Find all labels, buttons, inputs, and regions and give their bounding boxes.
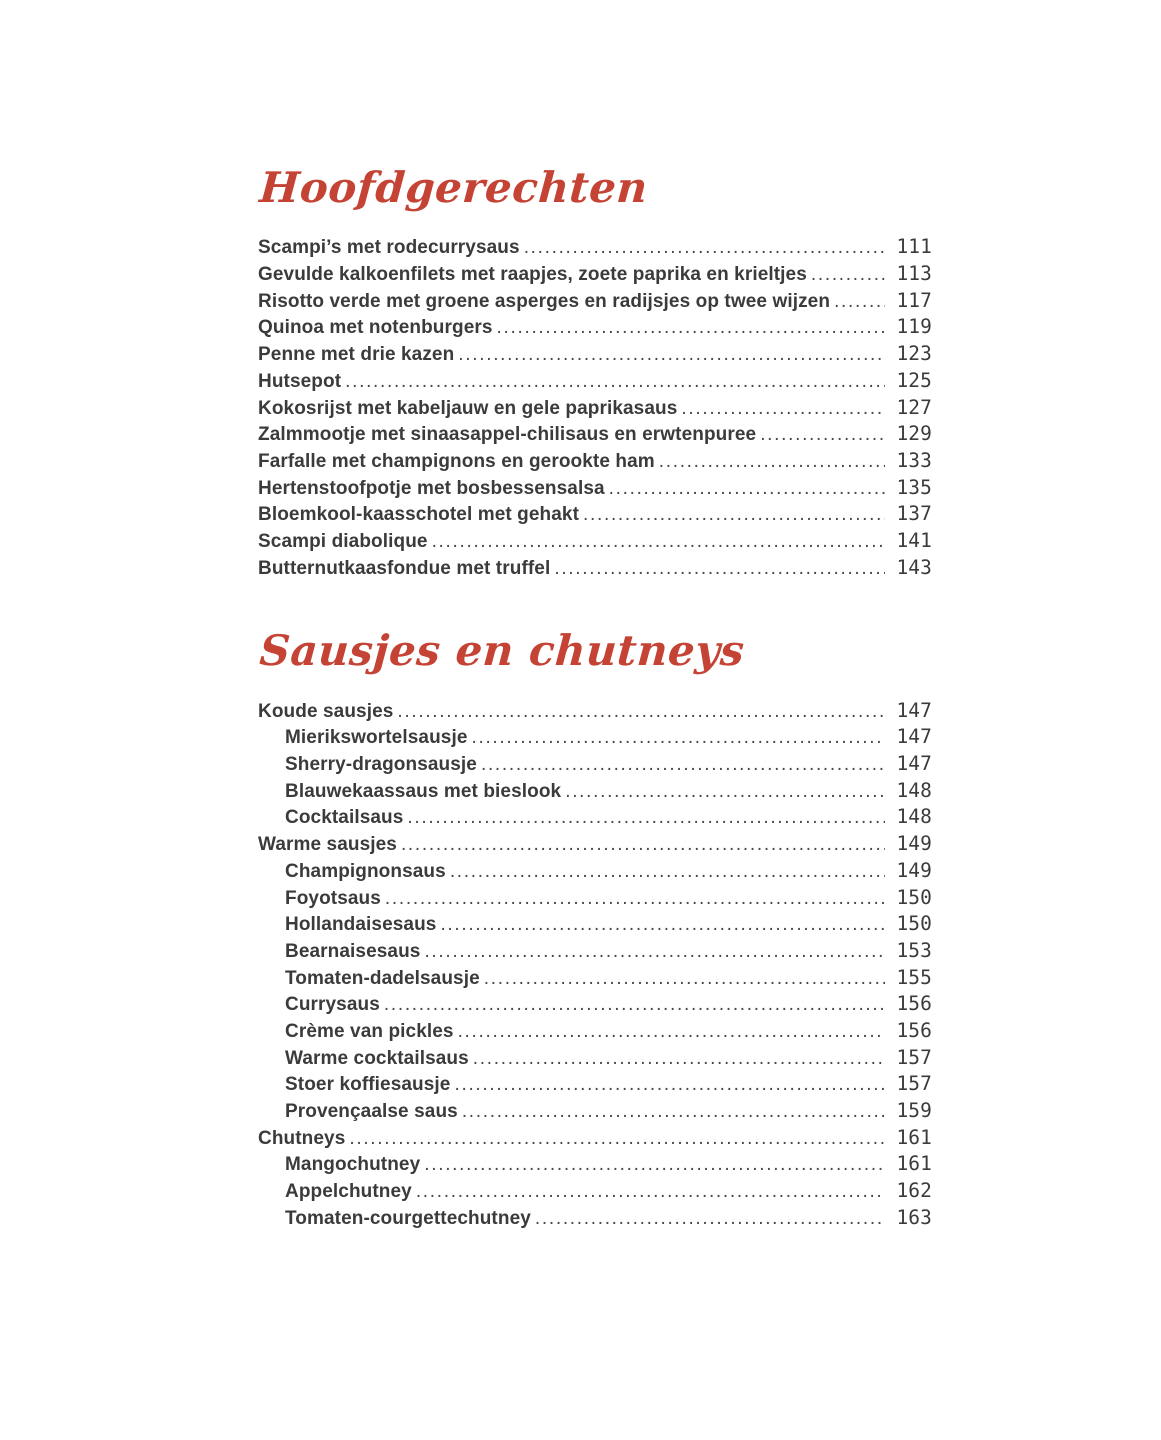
toc-row [258,342,932,369]
dot-leader [659,451,885,473]
toc-entry-label: Warme sausjes [258,834,397,856]
dot-leader [565,781,885,803]
toc-entry-label: Sherry-dragonsausje [285,754,477,776]
toc-entry-page: 147 [896,698,932,722]
toc-row [258,1046,932,1073]
toc-row [258,725,932,752]
toc-entry-page: 141 [896,528,932,552]
toc-entry-label: Butternutkaasfondue met truffel [258,557,551,579]
toc-entry-label: Farfalle met champignons en gerookte ham [258,450,655,472]
dot-leader [473,1048,885,1070]
toc-entry-page: 161 [896,1152,932,1176]
toc-entry-label: Tomaten-dadelsausje [285,967,480,989]
toc-row [258,966,932,993]
toc-row [258,1152,932,1179]
toc-entry-page: 123 [896,342,932,366]
dot-leader [760,424,885,446]
toc-entry-label: Risotto verde met groene asperges en radijsjes op twee wijzen [258,290,831,312]
toc-entry-page: 147 [896,752,932,776]
dot-leader [524,237,885,259]
toc-list [258,235,932,582]
toc-entry-label: Currysaus [285,994,380,1016]
toc-entry-label: Blauwekaassaus met bieslook [285,780,562,802]
toc-entry-page: 156 [896,1018,932,1042]
dot-leader [454,1074,885,1096]
toc-row [258,805,932,832]
toc-entry-label: Hertenstoofpotje met bosbessensalsa [258,477,605,499]
section-title-sausjes-en-chutneys: Sausjes en chutneys [258,626,747,676]
dot-leader [481,754,885,776]
toc-entry-page: 137 [896,502,932,526]
dot-leader [471,727,885,749]
toc-row [258,859,932,886]
toc-row [258,235,932,262]
toc-entry-page: 148 [896,778,932,802]
toc-entry-label: Zalmmootje met sinaasappel-chilisaus en erwtenpuree [258,424,757,446]
dot-leader [484,968,885,990]
toc-entry-page: 117 [896,288,932,312]
dot-leader [609,478,885,500]
toc-entry-page: 149 [896,858,932,882]
dot-leader [440,914,885,936]
toc-entry-page: 153 [896,938,932,962]
toc-entry-page: 113 [896,262,932,286]
dot-leader [535,1208,885,1230]
toc-entry-page: 147 [896,725,932,749]
toc-row [258,752,932,779]
dot-leader [462,1101,885,1123]
toc-row [258,1179,932,1206]
dot-leader [385,888,885,910]
toc-row [258,262,932,289]
toc-row [258,449,932,476]
toc-entry-label: Mierikswortelsausje [285,727,468,749]
toc-entry-label: Appelchutney [285,1181,412,1203]
dot-leader [583,504,885,526]
toc-entry-label: Bearnaisesaus [285,940,421,962]
toc-entry-label: Warme cocktailsaus [285,1047,469,1069]
toc-entry-page: 156 [896,992,932,1016]
toc-entry-label: Hutsepot [258,370,342,392]
toc-entry-label: Hollandaisesaus [285,914,437,936]
toc-entry-label: Tomaten-courgettechutney [285,1207,531,1229]
toc-row [258,476,932,503]
dot-leader [458,344,885,366]
toc-row [258,369,932,396]
toc-row [258,1126,932,1153]
dot-leader [424,941,885,963]
dot-leader [834,291,885,313]
toc-section [258,163,932,582]
toc-row [258,992,932,1019]
toc-row [258,1072,932,1099]
toc-row [258,1019,932,1046]
toc-entry-label: Cocktailsaus [285,807,404,829]
toc-row [258,832,932,859]
toc-entry-label: Scampi’s met rodecurrysaus [258,237,520,259]
toc-entry-page: 127 [896,395,932,419]
toc-row [258,502,932,529]
toc-entry-label: Kokosrijst met kabeljauw en gele paprikasaus [258,397,678,419]
toc-entry-page: 125 [896,368,932,392]
toc-entry-page: 111 [896,235,932,259]
toc-list [258,699,932,1233]
toc-row [258,939,932,966]
toc-entry-label: Crème van pickles [285,1020,454,1042]
toc-row [258,556,932,583]
toc-entry-page: 119 [896,315,932,339]
toc-row [258,912,932,939]
toc-row [258,289,932,316]
toc-entry-page: 150 [896,912,932,936]
dot-leader [349,1128,885,1150]
toc-row [258,886,932,913]
dot-leader [811,264,885,286]
toc-entry-label: Provençaalse saus [285,1101,458,1123]
toc-entry-page: 155 [896,965,932,989]
toc-row [258,422,932,449]
section-title-hoofdgerechten: Hoofdgerechten [258,163,650,212]
toc-entry-page: 148 [896,805,932,829]
toc-entry-page: 133 [896,448,932,472]
toc-section [258,626,932,1232]
toc-entry-label: Mangochutney [285,1154,421,1176]
toc-entry-page: 143 [896,555,932,579]
toc-entry-label: Penne met drie kazen [258,344,455,366]
dot-leader [458,1021,885,1043]
toc-entry-page: 157 [896,1072,932,1096]
toc-entry-page: 163 [896,1205,932,1229]
toc-entry-page: 149 [896,832,932,856]
dot-leader [432,531,885,553]
toc-entry-label: Chutneys [258,1127,346,1149]
dot-leader [450,861,885,883]
toc-entry-label: Foyotsaus [285,887,381,909]
dot-leader [681,398,885,420]
dot-leader [397,701,885,723]
toc-entry-label: Quinoa met notenburgers [258,317,493,339]
toc-page [258,163,932,1232]
toc-entry-label: Scampi diabolique [258,530,428,552]
toc-row [258,396,932,423]
toc-entry-page: 162 [896,1179,932,1203]
dot-leader [554,558,885,580]
toc-entry-label: Bloemkool-kaasschotel met gehakt [258,504,580,526]
dot-leader [384,994,885,1016]
toc-row [258,315,932,342]
toc-entry-page: 150 [896,885,932,909]
dot-leader [416,1181,885,1203]
toc-entry-page: 157 [896,1045,932,1069]
dot-leader [424,1154,885,1176]
toc-row [258,1099,932,1126]
toc-entry-label: Koude sausjes [258,700,394,722]
toc-row [258,699,932,726]
toc-entry-page: 135 [896,475,932,499]
toc-entry-label: Champignonsaus [285,860,446,882]
toc-row [258,529,932,556]
dot-leader [345,371,885,393]
dot-leader [497,317,885,339]
toc-entry-label: Gevulde kalkoenfilets met raapjes, zoete paprika en krieltjes [258,264,807,286]
dot-leader [407,807,885,829]
toc-entry-page: 129 [896,422,932,446]
toc-row [258,1206,932,1233]
toc-entry-page: 161 [896,1125,932,1149]
dot-leader [401,834,885,856]
toc-entry-label: Stoer koffiesausje [285,1074,451,1096]
toc-row [258,779,932,806]
toc-entry-page: 159 [896,1099,932,1123]
